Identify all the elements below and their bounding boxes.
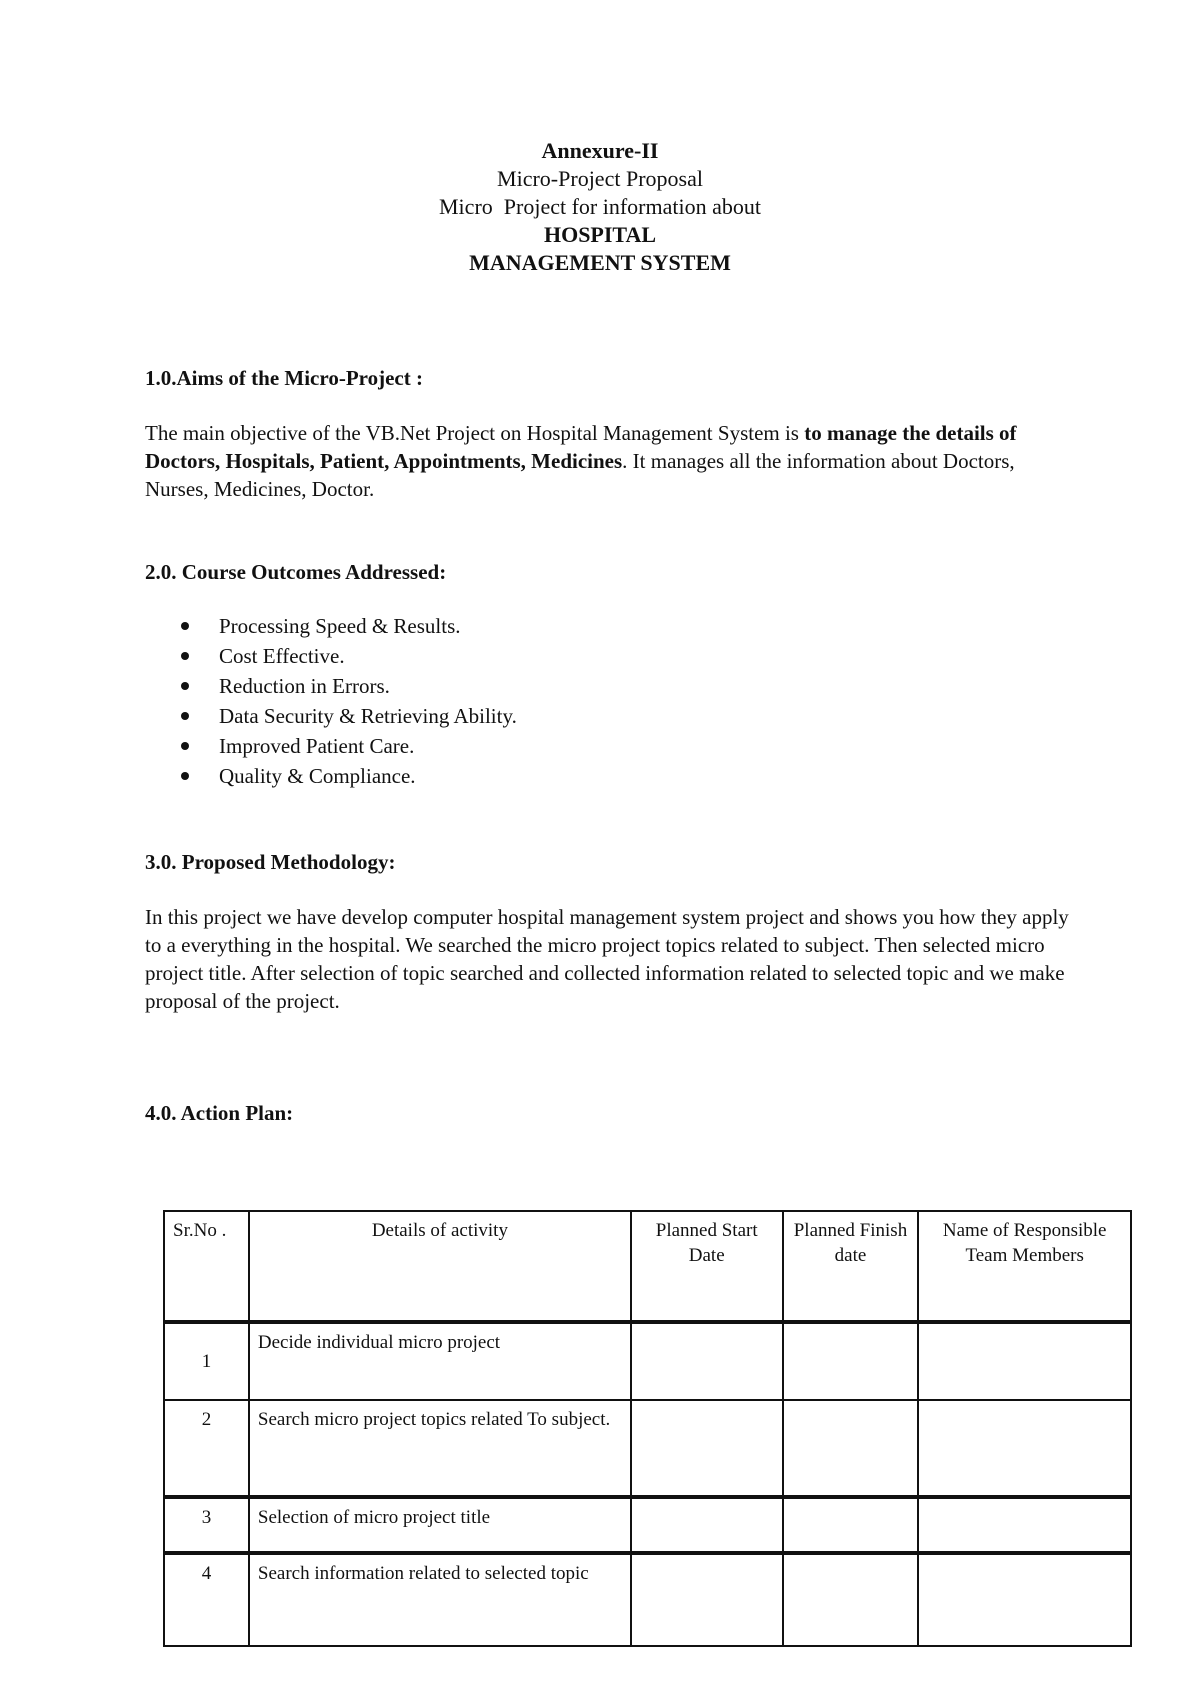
row-number: 2 xyxy=(164,1400,249,1497)
bullet-icon xyxy=(181,622,189,630)
row-start-date xyxy=(631,1400,783,1497)
row-team-members xyxy=(918,1400,1131,1497)
section-methodology xyxy=(145,848,1085,1015)
row-activity: Decide individual micro project xyxy=(249,1322,631,1400)
row-finish-date xyxy=(783,1497,919,1553)
aims-text-end: . It manages all the information about Doctors, Nurses, Medicines, Doctor. xyxy=(145,449,1015,501)
header-subtitle: Micro Project for information about xyxy=(439,194,761,219)
section-methodology-heading: 3.0. Proposed Methodology: xyxy=(145,850,396,874)
row-activity: Search micro project topics related To subject. xyxy=(249,1400,631,1497)
row-activity: Selection of micro project title xyxy=(249,1497,631,1553)
bullet-icon xyxy=(181,682,189,690)
bullet-icon xyxy=(181,772,189,780)
outcome-text: Quality & Compliance. xyxy=(219,764,416,788)
row-finish-date xyxy=(783,1400,919,1497)
aims-text-bold: to manage the details of Doctors, Hospitals, Patient, Appointments, Medicines xyxy=(145,421,1017,473)
document-header xyxy=(0,137,1200,277)
header-finish-date: Planned Finish date xyxy=(783,1211,919,1322)
header-sr-no: Sr.No . xyxy=(164,1211,249,1322)
row-start-date xyxy=(631,1553,783,1646)
row-number: 3 xyxy=(164,1497,249,1553)
header-start-date: Planned Start Date xyxy=(631,1211,783,1322)
proposal-label: Micro-Project Proposal xyxy=(497,166,703,191)
outcome-text: Reduction in Errors. xyxy=(219,674,390,698)
table-row xyxy=(164,1322,1131,1400)
table-header-row xyxy=(164,1211,1131,1322)
row-finish-date xyxy=(783,1553,919,1646)
outcome-text: Improved Patient Care. xyxy=(219,734,415,758)
section-aims xyxy=(145,364,1085,503)
section-action-plan-heading: 4.0. Action Plan: xyxy=(145,1101,294,1125)
row-finish-date xyxy=(783,1322,919,1400)
row-team-members xyxy=(918,1497,1131,1553)
section-aims-heading: 1.0.Aims of the Micro-Project : xyxy=(145,366,423,390)
row-number: 1 xyxy=(164,1322,249,1400)
row-start-date xyxy=(631,1497,783,1553)
row-activity: Search information related to selected topic xyxy=(249,1553,631,1646)
row-start-date xyxy=(631,1322,783,1400)
section-action-plan xyxy=(145,1099,1085,1127)
section-methodology-paragraph: In this project we have develop computer hospital management system project and shows you how they apply to a everything in the hospital. We searched the micro project topics related to subject. Then selected micro project title. After selection of topic searched and collected information related to selected topic and we make proposal of the project. xyxy=(145,905,1069,1013)
section-outcomes-heading: 2.0. Course Outcomes Addressed: xyxy=(145,560,447,584)
row-team-members xyxy=(918,1322,1131,1400)
list-item xyxy=(145,611,1085,641)
section-aims-paragraph xyxy=(145,419,1070,503)
header-team-members: Name of Responsible Team Members xyxy=(918,1211,1131,1322)
table-row xyxy=(164,1400,1131,1497)
table-row xyxy=(164,1497,1131,1553)
bullet-icon xyxy=(181,652,189,660)
outcomes-list xyxy=(145,611,1085,791)
list-item xyxy=(145,671,1085,701)
outcome-text: Processing Speed & Results. xyxy=(219,614,461,638)
bullet-icon xyxy=(181,742,189,750)
list-item xyxy=(145,761,1085,791)
row-team-members xyxy=(918,1553,1131,1646)
list-item xyxy=(145,701,1085,731)
header-details: Details of activity xyxy=(249,1211,631,1322)
outcome-text: Cost Effective. xyxy=(219,644,345,668)
title-line-2: MANAGEMENT SYSTEM xyxy=(469,250,731,275)
action-plan-table xyxy=(163,1210,1132,1647)
outcome-text: Data Security & Retrieving Ability. xyxy=(219,704,517,728)
aims-text-start: The main objective of the VB.Net Project on Hospital Management System is xyxy=(145,421,805,445)
row-number: 4 xyxy=(164,1553,249,1646)
list-item xyxy=(145,731,1085,761)
list-item xyxy=(145,641,1085,671)
section-outcomes xyxy=(145,558,1085,791)
table-row xyxy=(164,1553,1131,1646)
annexure-label: Annexure-II xyxy=(541,138,659,163)
title-line-1: HOSPITAL xyxy=(543,222,657,247)
bullet-icon xyxy=(181,712,189,720)
